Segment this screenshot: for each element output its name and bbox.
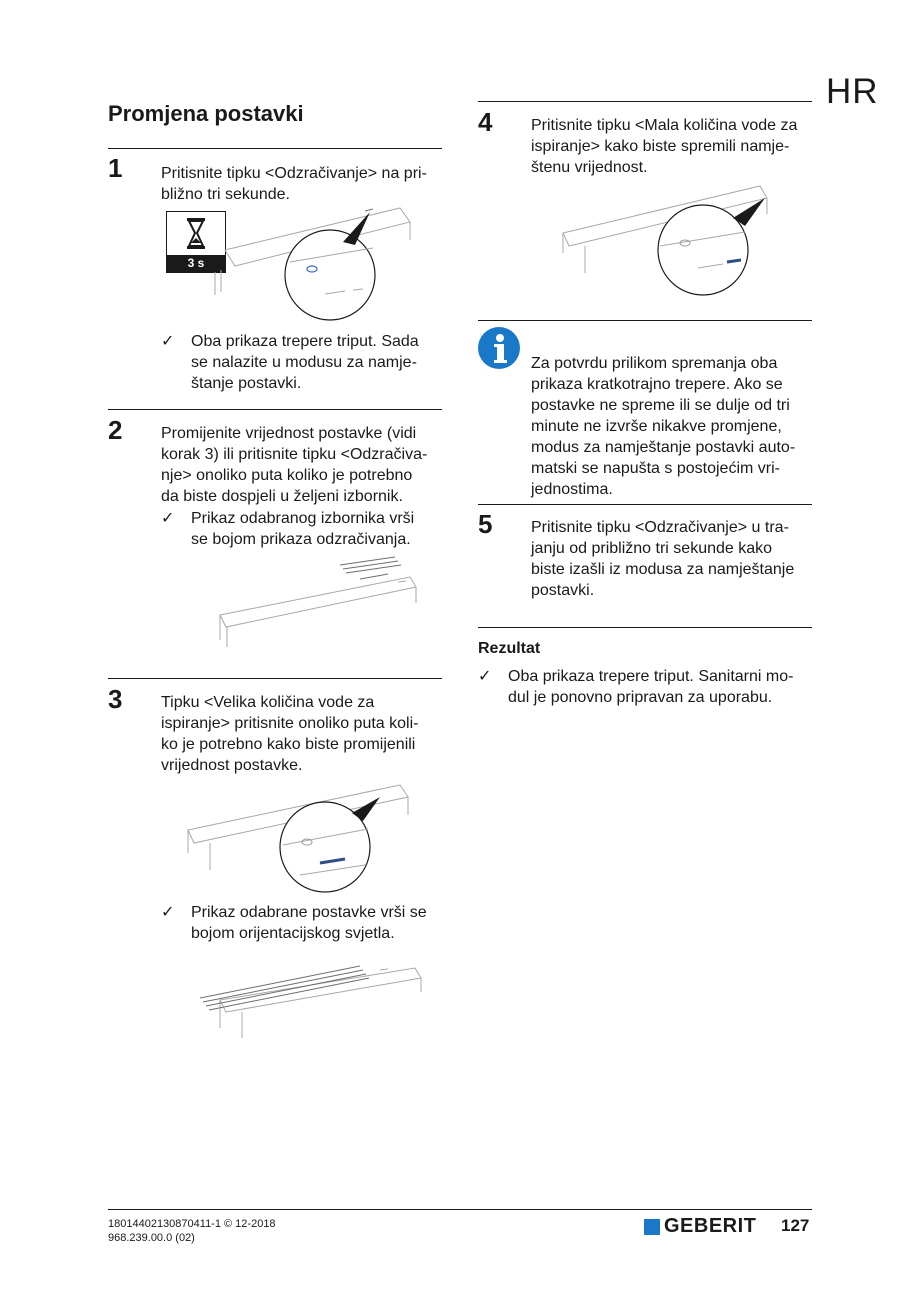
section-rule — [478, 320, 812, 321]
step-number: 4 — [478, 107, 493, 137]
result-text: ✓ Oba prikaza trepere triput. Sanitarni mo- dul je ponovno pripravan za uporabu. — [478, 668, 794, 706]
page-title: Promjena postavki — [108, 101, 304, 126]
brand-name: GEBERIT — [664, 1215, 757, 1237]
step-2-result: ✓ Prikaz odabranog izbornika vrši se bojom prikaza odzračivanja. — [161, 510, 415, 548]
step-rule — [108, 148, 442, 149]
header-rule — [478, 101, 812, 102]
brand-square-icon — [644, 1219, 660, 1235]
timer-label: 3 s — [167, 255, 225, 272]
footer-rule — [108, 1209, 812, 1210]
flush-plate-illustration — [210, 555, 425, 655]
info-text: Za potvrdu prilikom spremanja oba prikaza kratkotrajno trepere. Ako se postavke ne spreme ili se dulje od tri minute ne izvrše nikakve promjene, modus za namještanje postavki auto- matski se napušta s postojećim vri- jednostima. — [531, 355, 796, 498]
flush-plate-illustration — [195, 200, 425, 325]
step-1-result: ✓ Oba prikaza trepere triput. Sada se nalazite u modusu za namje- štanje postavki. — [161, 333, 419, 392]
check-icon: ✓ — [161, 510, 175, 527]
step-number: 5 — [478, 509, 493, 539]
step-rule — [478, 504, 812, 505]
flush-plate-illustration — [195, 960, 430, 1045]
check-icon: ✓ — [478, 668, 492, 685]
flush-plate-illustration — [555, 178, 785, 303]
result-rule — [478, 627, 812, 628]
step-4-text: Pritisnite tipku <Mala količina vode za ispiranje> kako biste spremili namje- štenu vrijednost. — [531, 117, 798, 176]
result-heading: Rezultat — [478, 640, 541, 657]
brand-logo — [644, 1215, 756, 1238]
check-icon: ✓ — [161, 904, 175, 921]
step-2-text: Promijenite vrijednost postavke (vidi korak 3) ili pritisnite tipku <Odzračiva- nje> onoliko puta koliko je potrebno da biste dospjeli u željeni izbornik. — [161, 425, 428, 505]
step-5-text: Pritisnite tipku <Odzračivanje> u tra- janju od približno tri sekunde kako biste izašli iz modusa za namještanje postavki. — [531, 519, 795, 599]
step-number: 1 — [108, 153, 123, 183]
page-number: 127 — [781, 1216, 810, 1235]
flush-plate-illustration — [180, 775, 420, 900]
step-1-text: Pritisnite tipku <Odzračivanje> na pri- bližno tri sekunde. — [161, 165, 427, 203]
doc-id: 18014402130870411-1 © 12-2018 — [108, 1218, 276, 1230]
step-3-result: ✓ Prikaz odabrane postavke vrši se bojom orijentacijskog svjetla. — [161, 904, 427, 942]
check-icon: ✓ — [161, 333, 175, 350]
step-number: 2 — [108, 415, 123, 445]
step-number: 3 — [108, 684, 123, 714]
step-3-text: Tipku <Velika količina vode za ispiranje> pritisnite onoliko puta koli- ko je potrebno kako biste promijenili vrijednost postavke. — [161, 694, 419, 774]
step-rule — [108, 409, 442, 410]
footer-doc-info — [108, 1217, 276, 1245]
info-icon — [478, 327, 520, 369]
step-rule — [108, 678, 442, 679]
language-code: HR — [826, 72, 879, 111]
doc-ref: 968.239.00.0 (02) — [108, 1232, 195, 1244]
